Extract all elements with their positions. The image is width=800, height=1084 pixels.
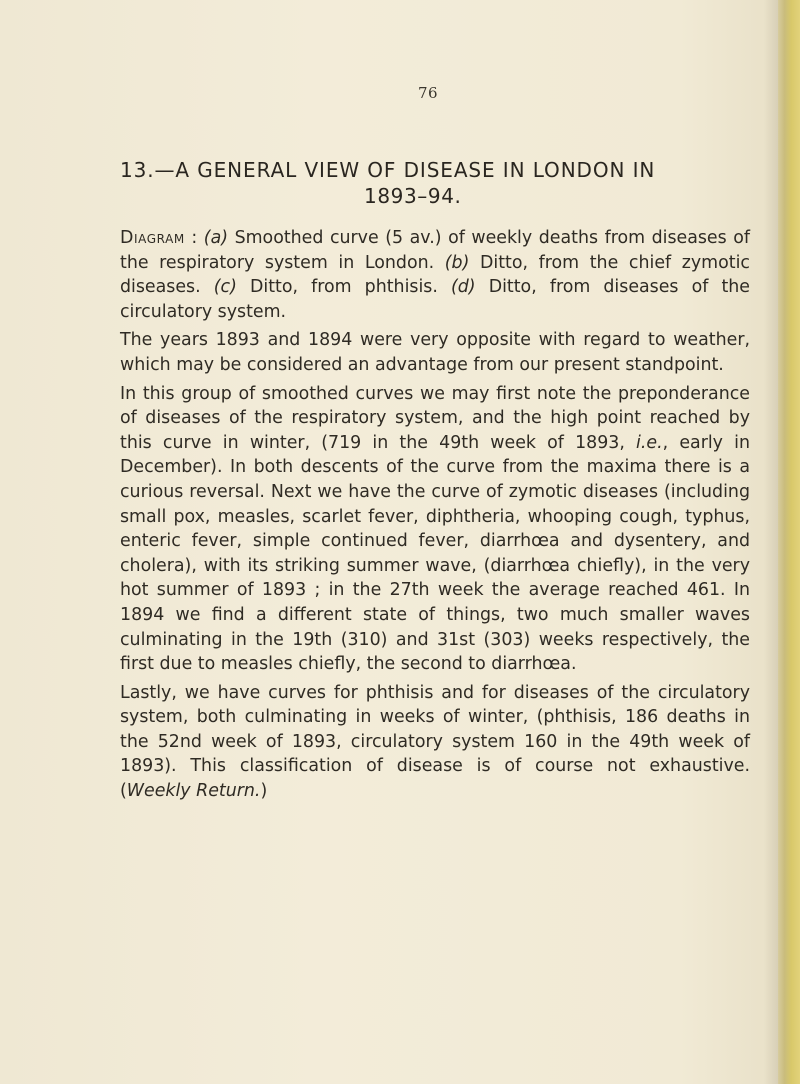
paragraph-curves <box>120 382 750 677</box>
body-text <box>120 226 750 808</box>
caption-marker-d: (d) <box>450 277 476 298</box>
binding-shadow <box>764 0 778 1084</box>
caption-text-b: Ditto, from the chief zymotic diseases. <box>120 252 750 298</box>
paragraph-weather: The years 1893 and 1894 were very opposite with regard to weather, which may be considered an advantage from our present standpoint. <box>120 330 750 375</box>
caption-colon: : <box>184 228 204 248</box>
source-close-paren: ) <box>260 781 268 802</box>
book-binding-edge <box>778 0 800 1084</box>
section-heading: 13.—A GENERAL VIEW OF DISEASE IN LONDON IN <box>120 158 656 182</box>
paragraph-curves-part2: , early in December). In both descents of the curve from the maxima there is a curious reversal. Next we have the curve of zymotic diseases (including small pox, measles, scarlet fever, diphtheria, whooping cough, typhus, enteric fever, simple continued fever, diarrhœa and dysentery, and cholera), with its striking summer wave, (diarrhœa chiefly), in the very hot summer of 1893 ; in the 27th week the average reached 461. In 1894 we find a different state of things, two much smaller waves culminating in the 19th (310) and 31st (303) weeks respectively, the first due to measles chiefly, the second to diarrhœa. <box>120 432 750 675</box>
caption-text-a: Smoothed curve (5 av.) of weekly deaths from diseases of the respiratory system in London. <box>120 228 750 273</box>
paragraph-phthisis <box>120 681 750 804</box>
caption-text-c: Ditto, from phthisis. <box>236 277 451 298</box>
page-number: 76 <box>418 84 439 102</box>
diagram-caption <box>120 226 750 324</box>
caption-marker-b: (b) <box>444 252 470 273</box>
paragraph-curves-ie: i.e. <box>636 432 663 453</box>
diagram-label: Diagram <box>120 228 185 248</box>
section-heading-years: 1893–94. <box>364 184 462 208</box>
paragraph-phthisis-text: Lastly, we have curves for phthisis and for diseases of the circulatory system, both culminating in weeks of winter, (phthisis, 186 deaths in the 52nd week of 1893, circulatory system 160 in the 49th week of 1893). This classification of disease is of course not exhaustive. ( <box>120 682 750 802</box>
paragraph-curves-part1: In this group of smoothed curves we may first note the preponderance of diseases of the respiratory system, and the high point reached by this curve in winter, (719 in the 49th week of 1893, <box>120 383 750 453</box>
caption-text-d: Ditto, from diseases of the circulatory system. <box>120 277 750 322</box>
caption-marker-a: (a) <box>203 228 229 248</box>
caption-marker-c: (c) <box>213 277 237 298</box>
source-citation: Weekly Return. <box>126 781 261 802</box>
